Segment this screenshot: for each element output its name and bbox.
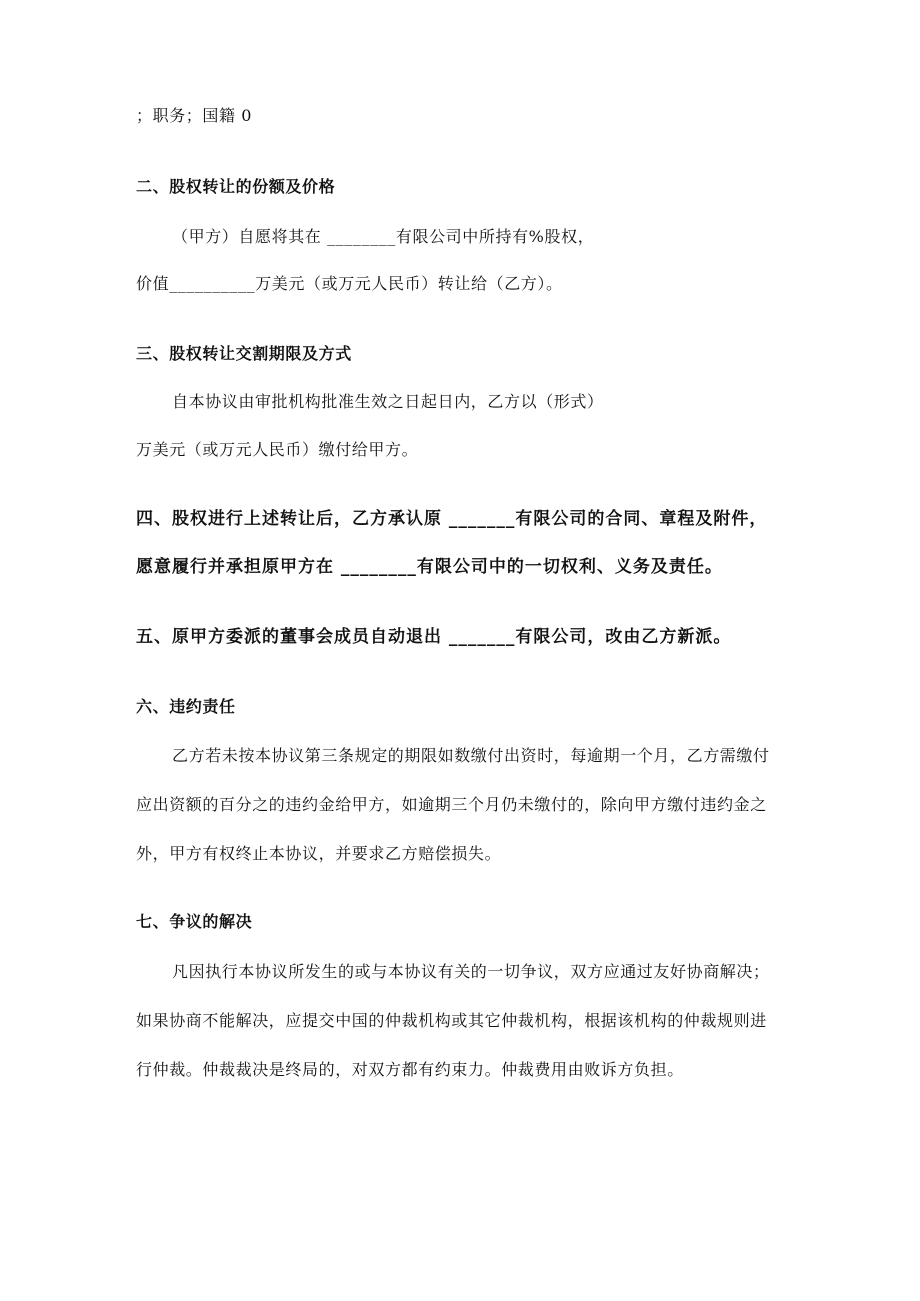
line-top: ；职务；国籍 0: [136, 106, 253, 125]
section7-heading: 七、争议的解决: [136, 912, 253, 931]
section3-paragraph-line1: 自本协议由审批机构批准生效之日起日内，乙方以（形式）: [172, 392, 604, 411]
section2-heading: 二、股权转让的份额及价格: [136, 177, 336, 196]
section2-paragraph-line1: （甲方）自愿将其在 ________有限公司中所持有%股权，: [172, 227, 595, 246]
section2-paragraph-line2: 价值__________万美元（或万元人民币）转让给（乙方）。: [136, 274, 563, 293]
section4-line2: 愿意履行并承担原甲方在 ________有限公司中的一切权利、义务及责任。: [136, 557, 723, 577]
section3-heading: 三、股权转让交割期限及方式: [136, 344, 352, 363]
section7-paragraph-line1: 凡因执行本协议所发生的或与本协议有关的一切争议，双方应通过友好协商解决；: [172, 962, 770, 981]
section6-heading: 六、违约责任: [136, 697, 236, 716]
section6-paragraph-line2: 应出资额的百分之的违约金给甲方，如逾期三个月仍未缴付的，除向甲方缴付违约金之: [136, 795, 767, 814]
section4-line1: 四、股权进行上述转让后，乙方承认原 _______有限公司的合同、章程及附件，: [136, 509, 768, 529]
section3-paragraph-line2: 万美元（或万元人民币）缴付给甲方。: [136, 440, 419, 459]
section7-paragraph-line3: 行仲裁。仲裁裁决是终局的，对双方都有约束力。仲裁费用由败诉方负担。: [136, 1060, 684, 1079]
section6-paragraph-line3: 外，甲方有权终止本协议，并要求乙方赔偿损失。: [136, 844, 502, 863]
section5-line1: 五、原甲方委派的董事会成员自动退出 _______有限公司，改由乙方新派。: [136, 627, 732, 647]
section6-paragraph-line1: 乙方若未按本协议第三条规定的期限如数缴付出资时，每逾期一个月，乙方需缴付: [172, 746, 770, 765]
section7-paragraph-line2: 如果协商不能解决，应提交中国的仲裁机构或其它仲裁机构，根据该机构的仲裁规则进: [136, 1011, 767, 1030]
